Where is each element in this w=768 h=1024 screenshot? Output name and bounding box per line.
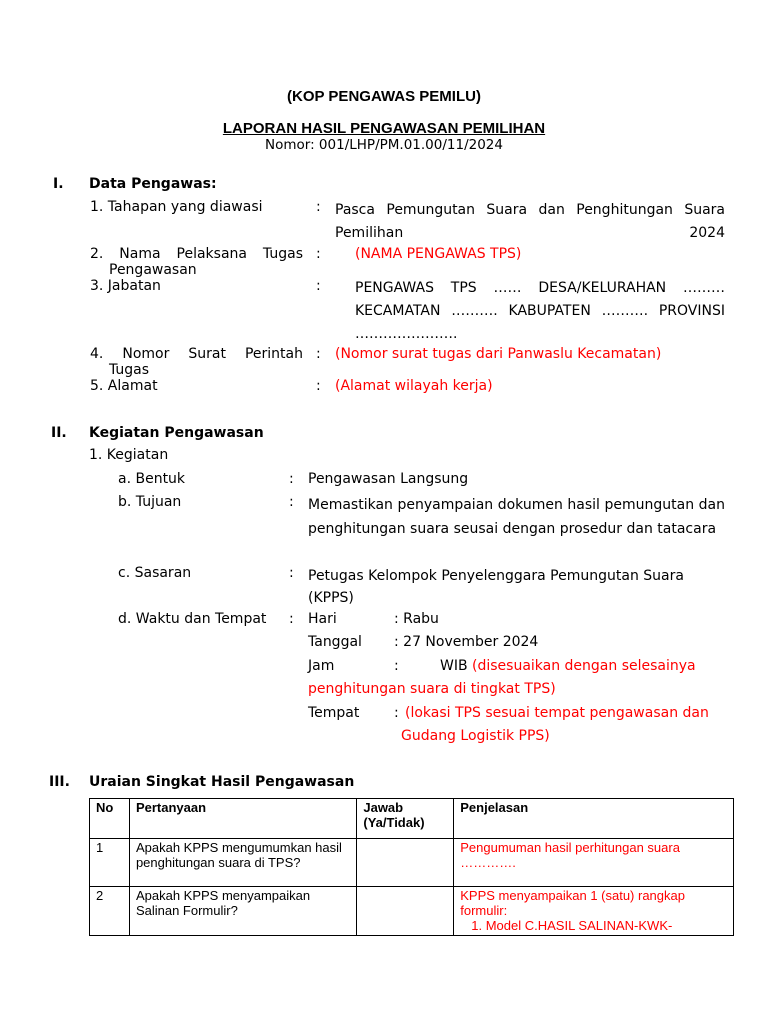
bentuk-label: a. Bentuk (118, 471, 186, 487)
report-number: Nomor: 001/LHP/PM.01.00/11/2024 (265, 137, 503, 153)
tempat-value-cont: Gudang Logistik PPS) (401, 728, 550, 744)
jam-colon: : (394, 658, 399, 674)
section-2-sub: 1. Kegiatan (89, 447, 169, 463)
item-2-colon: : (316, 246, 321, 262)
jam-wib: WIB (440, 658, 468, 674)
item-5-colon: : (316, 378, 321, 394)
row-pertanyaan: Apakah KPPS menyampaikan Salinan Formulir? (129, 887, 356, 936)
row-penjelasan: KPPS menyampaikan 1 (satu) rangkap formulir: (460, 888, 685, 918)
tempat-value: (lokasi TPS sesuai tempat pengawasan dan (405, 705, 709, 721)
tujuan-label: b. Tujuan (118, 494, 182, 510)
section-3-title: Uraian Singkat Hasil Pengawasan (89, 774, 355, 790)
report-title: LAPORAN HASIL PENGAWASAN PEMILIHAN (222, 120, 546, 137)
bentuk-value: Pengawasan Langsung (308, 471, 469, 487)
item-1-label: 1. Tahapan yang diawasi (90, 199, 263, 215)
bentuk-colon: : (289, 471, 294, 487)
item-1-colon: : (316, 199, 321, 215)
item-4-value: (Nomor surat tugas dari Panwaslu Kecamatan) (335, 346, 662, 362)
section-1-number: I. (53, 176, 64, 192)
tanggal-value: : 27 November 2024 (394, 634, 539, 650)
item-3-label: 3. Jabatan (90, 278, 161, 294)
uraian-table (89, 798, 734, 936)
col-jawab: Jawab (Ya/Tidak) (357, 799, 454, 839)
col-penjelasan: Penjelasan (454, 799, 734, 839)
col-pertanyaan: Pertanyaan (129, 799, 356, 839)
table-row (90, 839, 734, 887)
col-no: No (90, 799, 130, 839)
waktu-colon: : (289, 611, 294, 627)
item-2-label-cont: Pengawasan (109, 262, 197, 278)
table-row (90, 887, 734, 936)
row-pertanyaan: Apakah KPPS mengumumkan hasil penghitungan suara di TPS? (129, 839, 356, 887)
item-5-label: 5. Alamat (90, 378, 158, 394)
item-1-value: Pasca Pemungutan Suara dan Penghitungan Suara Pemilihan 2024 (335, 202, 725, 241)
kop-title: (KOP PENGAWAS PEMILU) (287, 88, 481, 105)
jam-note: (disesuaikan dengan selesainya (472, 658, 696, 674)
sasaran-value: Petugas Kelompok Penyelenggara Pemungutan Suara (KPPS) (308, 568, 684, 606)
section-2-number: II. (51, 425, 67, 441)
item-2-value: (NAMA PENGAWAS TPS) (355, 246, 522, 262)
row-no: 1 (90, 839, 130, 887)
item-4-label-cont: Tugas (109, 362, 150, 378)
table-header-row (90, 799, 734, 839)
item-4-colon: : (316, 346, 321, 362)
row-penjelasan-item: 1. Model C.HASIL SALINAN-KWK- (471, 918, 673, 933)
sasaran-label: c. Sasaran (118, 565, 192, 581)
item-2-label: 2. Nama Pelaksana Tugas (90, 246, 303, 262)
waktu-label: d. Waktu dan Tempat (118, 611, 267, 627)
item-3-value: PENGAWAS TPS …… DESA/KELURAHAN ……… KECAMATAN ………. KABUPATEN ………. PROVINSI …………………. (355, 280, 725, 342)
tempat-label: Tempat (308, 705, 360, 721)
jam-note-cont: penghitungan suara di tingkat TPS) (308, 681, 556, 697)
hari-label: Hari (308, 611, 337, 627)
row-jawab[interactable] (357, 887, 454, 936)
item-3-colon: : (316, 278, 321, 294)
row-penjelasan-cell (454, 887, 734, 936)
jam-label: Jam (308, 658, 335, 674)
tujuan-colon: : (289, 494, 294, 510)
row-penjelasan: Pengumuman hasil perhitungan suara …………. (454, 839, 734, 887)
row-jawab[interactable] (357, 839, 454, 887)
section-3-number: III. (49, 774, 70, 790)
tanggal-label: Tanggal (308, 634, 362, 650)
row-no: 2 (90, 887, 130, 936)
section-1-title: Data Pengawas: (89, 176, 217, 192)
tempat-colon: : (394, 705, 399, 721)
section-2-title: Kegiatan Pengawasan (89, 425, 264, 441)
sasaran-colon: : (289, 565, 294, 581)
tujuan-value: Memastikan penyampaian dokumen hasil pemungutan dan penghitungan suara seusai dengan prosedur dan tatacara (308, 497, 725, 537)
item-4-label: 4. Nomor Surat Perintah (90, 346, 303, 362)
item-5-value: (Alamat wilayah kerja) (335, 378, 493, 394)
hari-value: : Rabu (394, 611, 439, 627)
